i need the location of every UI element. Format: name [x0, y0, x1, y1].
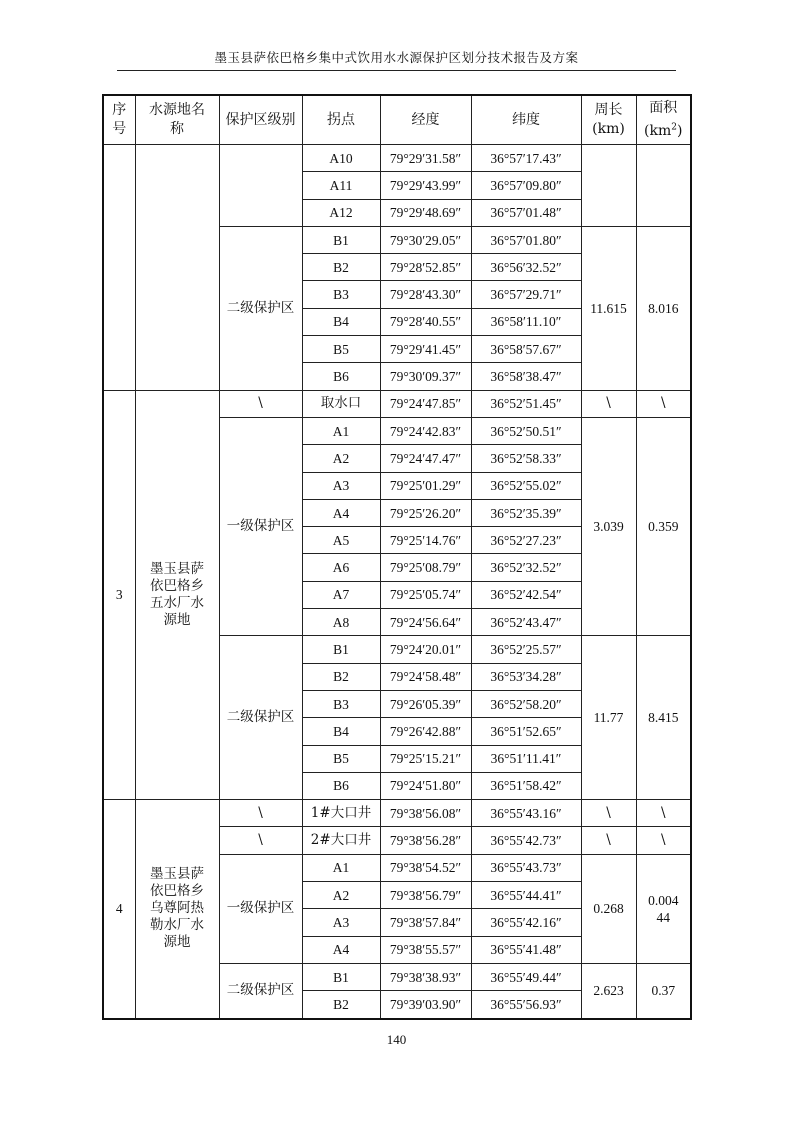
- site-name-cell-continued: [135, 145, 219, 391]
- point-cell: B1: [302, 963, 380, 990]
- perimeter-cell: 2.623: [581, 963, 636, 1018]
- point-cell: A3: [302, 472, 380, 499]
- area-cell: 0.359: [636, 417, 691, 635]
- point-cell: A7: [302, 581, 380, 608]
- latitude-cell: 36°57′01.80″: [471, 226, 581, 253]
- point-cell: A4: [302, 499, 380, 526]
- longitude-cell: 79°25′14.76″: [380, 527, 471, 554]
- latitude-cell: 36°51′11.41″: [471, 745, 581, 772]
- point-cell: A4: [302, 936, 380, 963]
- point-cell: A2: [302, 882, 380, 909]
- perimeter-cell: 0.268: [581, 854, 636, 963]
- table-row: [103, 145, 691, 172]
- latitude-cell: 36°52′32.52″: [471, 554, 581, 581]
- perimeter-cell: \: [581, 390, 636, 417]
- latitude-cell: 36°52′25.57″: [471, 636, 581, 663]
- longitude-cell: 79°30′09.37″: [380, 363, 471, 390]
- latitude-cell: 36°55′42.73″: [471, 827, 581, 854]
- longitude-cell: 79°29′41.45″: [380, 336, 471, 363]
- longitude-cell: 79°28′52.85″: [380, 254, 471, 281]
- point-cell: B2: [302, 663, 380, 690]
- latitude-cell: 36°55′56.93″: [471, 991, 581, 1019]
- col-header-seq: 序 号: [103, 95, 135, 145]
- col-header-source-name: 水源地名 称: [135, 95, 219, 145]
- point-cell: A8: [302, 609, 380, 636]
- point-cell: B6: [302, 772, 380, 799]
- col-header-perimeter: 周长 (km): [581, 95, 636, 145]
- perimeter-cell: 11.615: [581, 226, 636, 390]
- zone-level-cell: 二级保护区: [219, 226, 302, 390]
- area-cell: \: [636, 390, 691, 417]
- longitude-cell: 79°30′29.05″: [380, 226, 471, 253]
- point-cell: A1: [302, 854, 380, 881]
- point-cell: B2: [302, 991, 380, 1019]
- longitude-cell: 79°24′56.64″: [380, 609, 471, 636]
- longitude-cell: 79°24′51.80″: [380, 772, 471, 799]
- longitude-cell: 79°24′58.48″: [380, 663, 471, 690]
- point-cell: A5: [302, 527, 380, 554]
- area-cell: \: [636, 827, 691, 854]
- longitude-cell: 79°24′47.47″: [380, 445, 471, 472]
- zone-level-cell: \: [219, 390, 302, 417]
- area-cell: \: [636, 800, 691, 827]
- point-cell: 取水口: [302, 390, 380, 417]
- latitude-cell: 36°52′55.02″: [471, 472, 581, 499]
- point-cell: 1#大口井: [302, 800, 380, 827]
- seq-cell: 3: [103, 390, 135, 799]
- page-header-title: 墨玉县萨依巴格乡集中式饮用水水源保护区划分技术报告及方案: [214, 50, 579, 65]
- page-number: 140: [386, 1032, 407, 1047]
- longitude-cell: 79°38′55.57″: [380, 936, 471, 963]
- table-row: [103, 390, 691, 417]
- site-name-cell: 墨玉县萨 依巴格乡 五水厂水 源地: [135, 390, 219, 799]
- latitude-cell: 36°52′27.23″: [471, 527, 581, 554]
- zone-level-cell: 二级保护区: [219, 963, 302, 1018]
- longitude-cell: 79°25′15.21″: [380, 745, 471, 772]
- longitude-cell: 79°25′05.74″: [380, 581, 471, 608]
- longitude-cell: 79°28′40.55″: [380, 308, 471, 335]
- latitude-cell: 36°57′17.43″: [471, 145, 581, 172]
- latitude-cell: 36°52′43.47″: [471, 609, 581, 636]
- longitude-cell: 79°25′01.29″: [380, 472, 471, 499]
- longitude-cell: 79°29′43.99″: [380, 172, 471, 199]
- longitude-cell: 79°39′03.90″: [380, 991, 471, 1019]
- longitude-cell: 79°24′47.85″: [380, 390, 471, 417]
- longitude-cell: 79°38′57.84″: [380, 909, 471, 936]
- perimeter-cell: \: [581, 827, 636, 854]
- latitude-cell: 36°57′29.71″: [471, 281, 581, 308]
- point-cell: A12: [302, 199, 380, 226]
- latitude-cell: 36°58′11.10″: [471, 308, 581, 335]
- latitude-cell: 36°53′34.28″: [471, 663, 581, 690]
- table-row: [103, 800, 691, 827]
- longitude-cell: 79°25′26.20″: [380, 499, 471, 526]
- area-cell: 8.415: [636, 636, 691, 800]
- longitude-cell: 79°38′56.79″: [380, 882, 471, 909]
- perimeter-cell: 11.77: [581, 636, 636, 800]
- perimeter-cell: 3.039: [581, 417, 636, 635]
- point-cell: A3: [302, 909, 380, 936]
- area-cell: 8.016: [636, 226, 691, 390]
- point-cell: B1: [302, 636, 380, 663]
- longitude-cell: 79°28′43.30″: [380, 281, 471, 308]
- zone-level-cell: \: [219, 827, 302, 854]
- point-cell: B3: [302, 690, 380, 717]
- latitude-cell: 36°58′57.67″: [471, 336, 581, 363]
- table-body: [103, 145, 691, 1019]
- latitude-cell: 36°51′58.42″: [471, 772, 581, 799]
- area-cell: 0.004 44: [636, 854, 691, 963]
- point-cell: B4: [302, 718, 380, 745]
- latitude-cell: 36°52′42.54″: [471, 581, 581, 608]
- latitude-cell: 36°57′09.80″: [471, 172, 581, 199]
- longitude-cell: 79°25′08.79″: [380, 554, 471, 581]
- latitude-cell: 36°55′44.41″: [471, 882, 581, 909]
- latitude-cell: 36°58′38.47″: [471, 363, 581, 390]
- latitude-cell: 36°55′41.48″: [471, 936, 581, 963]
- col-header-zone-level: 保护区级别: [219, 95, 302, 145]
- longitude-cell: 79°38′56.28″: [380, 827, 471, 854]
- col-header-point: 拐点: [302, 95, 380, 145]
- perimeter-cell: \: [581, 800, 636, 827]
- longitude-cell: 79°26′42.88″: [380, 718, 471, 745]
- seq-cell-continued: [103, 145, 135, 391]
- point-cell: A11: [302, 172, 380, 199]
- col-header-latitude: 纬度: [471, 95, 581, 145]
- perimeter-cell-continued-primary: [581, 145, 636, 227]
- longitude-cell: 79°24′42.83″: [380, 417, 471, 444]
- latitude-cell: 36°57′01.48″: [471, 199, 581, 226]
- seq-cell: 4: [103, 800, 135, 1019]
- area-cell: 0.37: [636, 963, 691, 1018]
- header-divider: [117, 70, 676, 71]
- longitude-cell: 79°24′20.01″: [380, 636, 471, 663]
- latitude-cell: 36°55′43.73″: [471, 854, 581, 881]
- longitude-cell: 79°38′56.08″: [380, 800, 471, 827]
- latitude-cell: 36°51′52.65″: [471, 718, 581, 745]
- latitude-cell: 36°52′58.20″: [471, 690, 581, 717]
- latitude-cell: 36°56′32.52″: [471, 254, 581, 281]
- col-header-longitude: 经度: [380, 95, 471, 145]
- point-cell: B3: [302, 281, 380, 308]
- latitude-cell: 36°55′49.44″: [471, 963, 581, 990]
- latitude-cell: 36°52′58.33″: [471, 445, 581, 472]
- site-name-cell: 墨玉县萨 依巴格乡 乌尊阿热 勒水厂水 源地: [135, 800, 219, 1019]
- zone-level-cell-continued-primary: [219, 145, 302, 227]
- zone-level-cell: \: [219, 800, 302, 827]
- point-cell: B5: [302, 336, 380, 363]
- latitude-cell: 36°52′35.39″: [471, 499, 581, 526]
- protection-zone-table: [102, 94, 692, 1020]
- latitude-cell: 36°52′51.45″: [471, 390, 581, 417]
- longitude-cell: 79°29′48.69″: [380, 199, 471, 226]
- longitude-cell: 79°26′05.39″: [380, 690, 471, 717]
- point-cell: A6: [302, 554, 380, 581]
- point-cell: A1: [302, 417, 380, 444]
- latitude-cell: 36°55′43.16″: [471, 800, 581, 827]
- point-cell: A10: [302, 145, 380, 172]
- longitude-cell: 79°38′54.52″: [380, 854, 471, 881]
- col-header-area: 面积 $(km^2)$: [636, 95, 691, 145]
- point-cell: A2: [302, 445, 380, 472]
- point-cell: B2: [302, 254, 380, 281]
- zone-level-cell: 一级保护区: [219, 417, 302, 635]
- point-cell: B5: [302, 745, 380, 772]
- longitude-cell: 79°29′31.58″: [380, 145, 471, 172]
- point-cell: B1: [302, 226, 380, 253]
- latitude-cell: 36°55′42.16″: [471, 909, 581, 936]
- point-cell: 2#大口井: [302, 827, 380, 854]
- latitude-cell: 36°52′50.51″: [471, 417, 581, 444]
- area-cell-continued-primary: [636, 145, 691, 227]
- longitude-cell: 79°38′38.93″: [380, 963, 471, 990]
- zone-level-cell: 二级保护区: [219, 636, 302, 800]
- zone-level-cell: 一级保护区: [219, 854, 302, 963]
- table-header: [103, 95, 691, 145]
- point-cell: B4: [302, 308, 380, 335]
- header-row: [103, 95, 691, 145]
- point-cell: B6: [302, 363, 380, 390]
